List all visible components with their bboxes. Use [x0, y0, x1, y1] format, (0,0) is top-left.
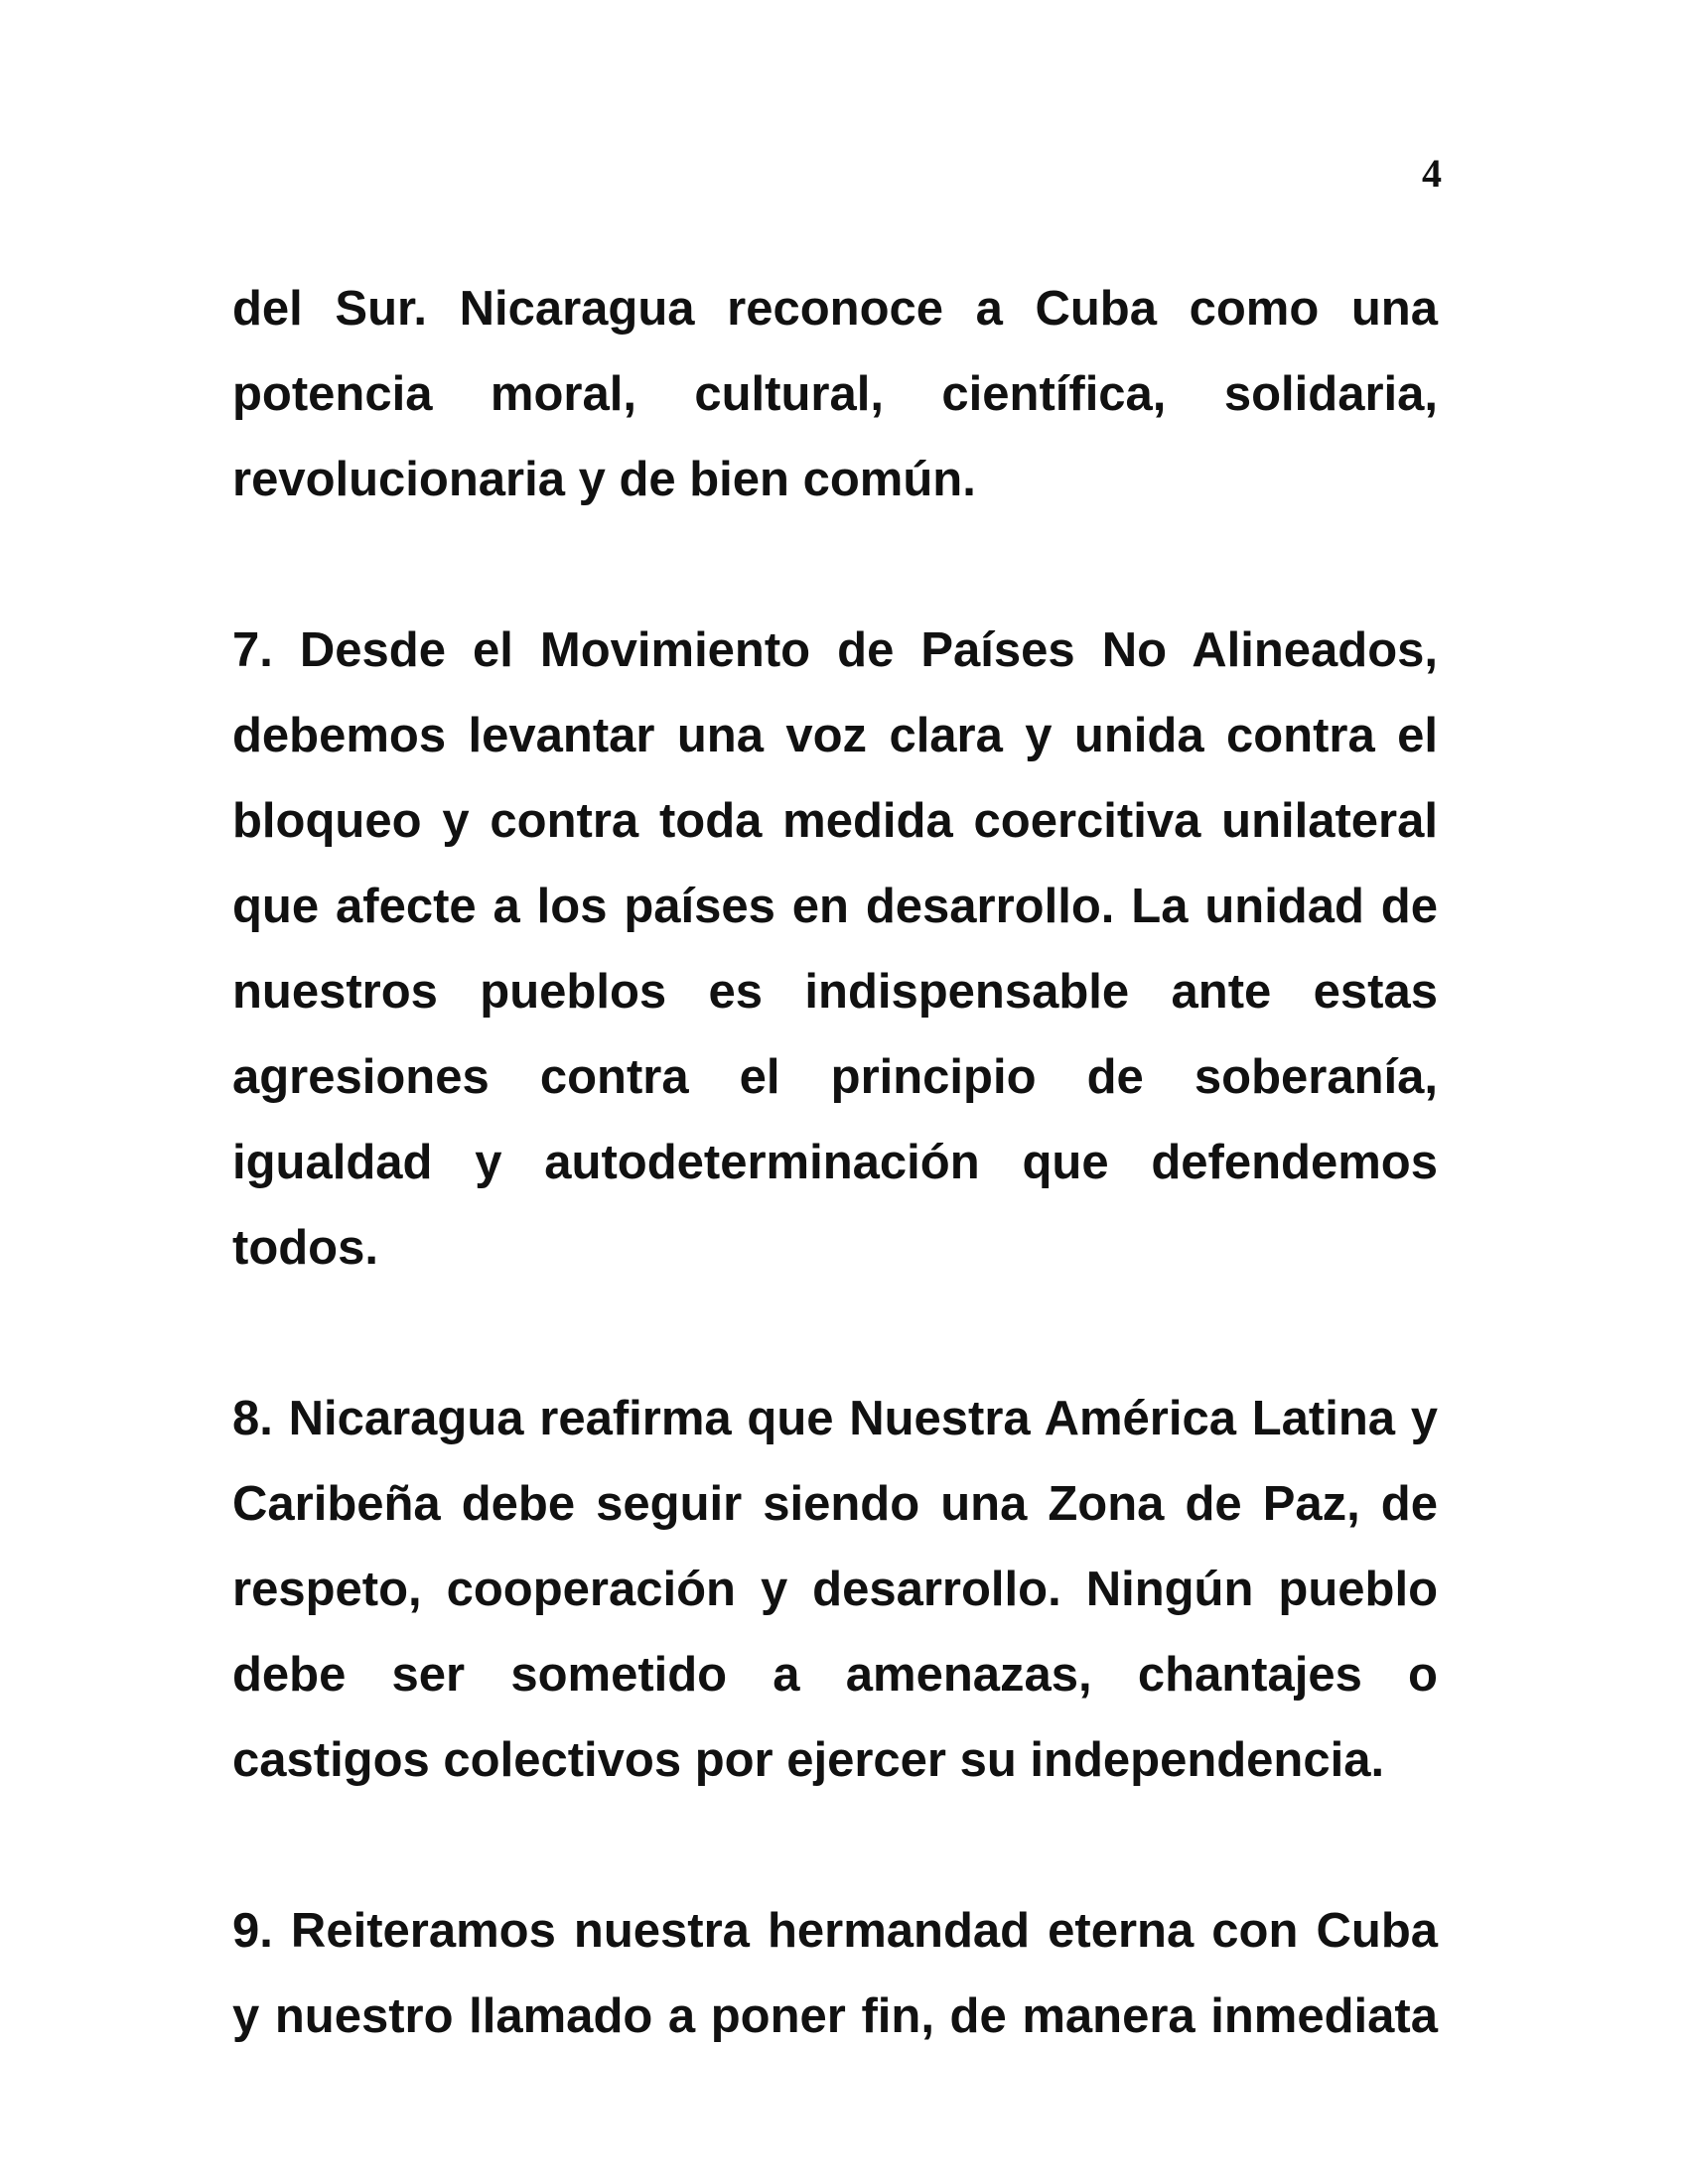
document-body [232, 266, 1438, 2059]
paragraph-7: 7. Desde el Movimiento de Países No Alineados, debemos levantar una voz clara y unida contra el bloqueo y contra toda medida coercitiva unilateral que afecte a los países en desarrollo. La unidad de nuestros pueblos es indispensable ante estas agresiones contra el principio de soberanía, igualdad y autodeterminación que defendemos todos. [232, 623, 1438, 1275]
paragraph-8: 8. Nicaragua reafirma que Nuestra América Latina y Caribeña debe seguir siendo una Zona de Paz, de respeto, cooperación y desarrollo. Ningún pueblo debe ser sometido a amenazas, chantajes o castigos colectivos por ejercer su independencia. [232, 1392, 1438, 1787]
paragraph-9: 9. Reiteramos nuestra hermandad eterna con Cuba y nuestro llamado a poner fin, de manera inmediata [232, 1904, 1438, 2043]
paragraph-continuation: del Sur. Nicaragua reconoce a Cuba como una potencia moral, cultural, científica, solidaria, revolucionaria y de bien común. [232, 282, 1438, 506]
page-number: 4 [1422, 151, 1442, 196]
